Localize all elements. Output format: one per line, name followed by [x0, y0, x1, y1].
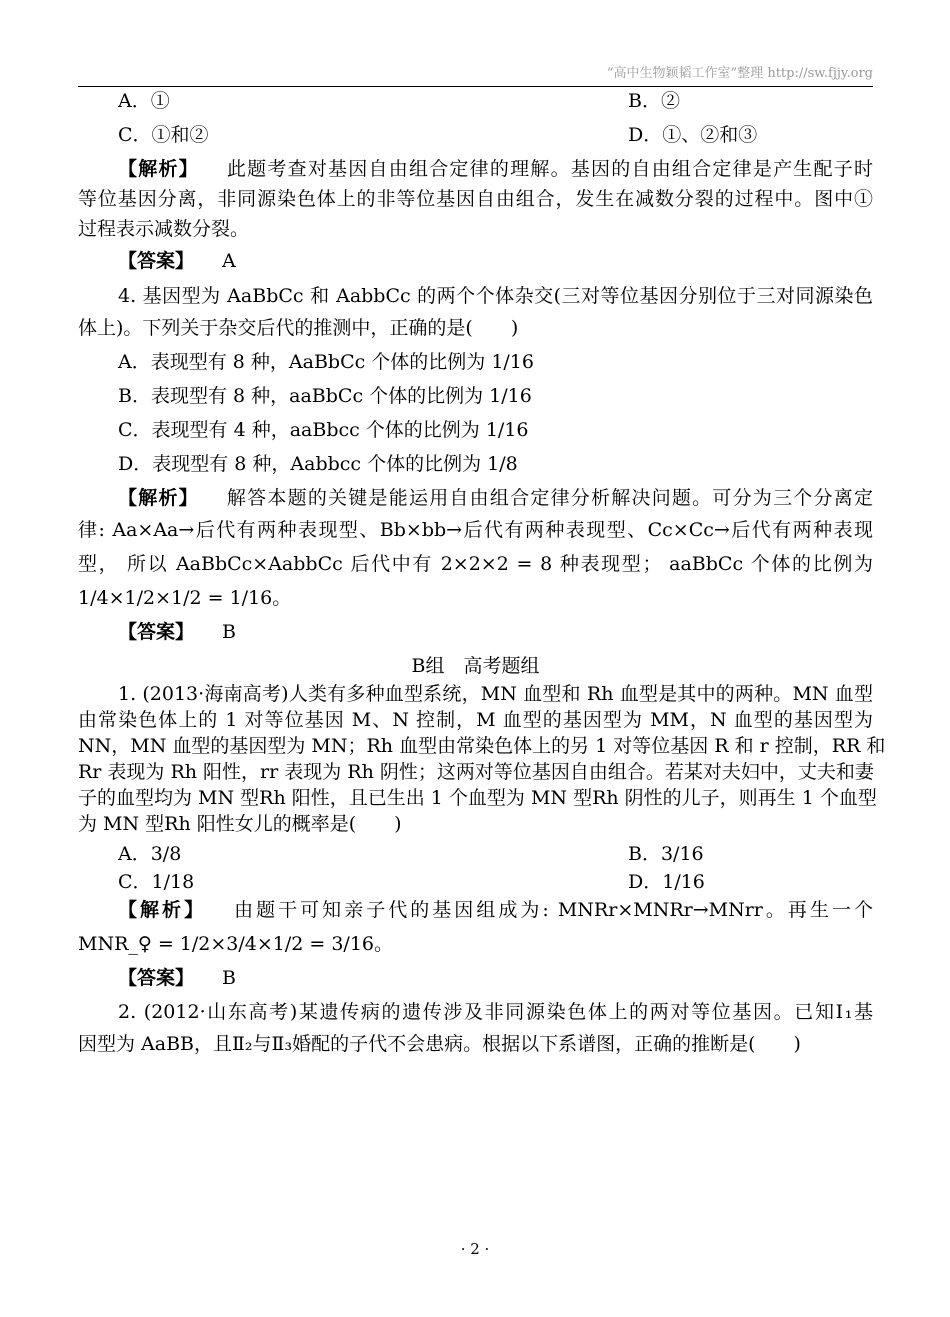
answer-value: B: [222, 967, 236, 989]
q3-answer: [118, 246, 873, 276]
b1-stem-line-5: 子的血型均为 MN 型Rh 阳性，且已生出 1 个血型为 MN 型Rh 阴性的儿子，则再生 1 个血型: [78, 787, 877, 809]
b1-option-b: B．3/16: [628, 843, 704, 865]
analysis-label: 【解析】: [118, 487, 199, 509]
b1-option-c: C．1/18: [118, 871, 195, 893]
q4-analysis-line-1: [118, 483, 873, 513]
header-text: “高中生物颖韬工作室”整理 http://sw.fjjy.org: [606, 66, 873, 81]
answer-label: 【答案】: [118, 967, 195, 989]
q3-analysis-line-2: 等位基因分离，非同源染色体上的非等位基因自由组合，发生在减数分裂的过程中。图中①: [78, 188, 873, 210]
q4-answer: [118, 617, 873, 647]
q3-option-d: D．①、②和③: [628, 124, 758, 146]
q3-option-c: C．①和②: [118, 124, 209, 146]
b1-stem-line-6: 为 MN 型Rh 阳性女儿的概率是( ): [78, 813, 402, 835]
q3-analysis-line-3: 过程表示减数分裂。: [78, 218, 250, 240]
page-header: [78, 62, 873, 87]
analysis-label: 【解析】: [118, 899, 207, 921]
q4-analysis-line-2: 律: Aa×Aa→后代有两种表现型、Bb×bb→后代有两种表现型、Cc×Cc→后代有两种表现: [78, 519, 873, 541]
b1-option-a: A．3/8: [118, 843, 182, 865]
page-number: · 2 ·: [460, 1240, 490, 1258]
answer-value: B: [222, 621, 236, 643]
analysis-text: 由题干可知亲子代的基因组成为: MNRr×MNRr→MNrr。再生一个: [234, 899, 873, 921]
b2-stem-line-1: 2. (2012·山东高考)某遗传病的遗传涉及非同源染色体上的两对等位基因。已知Ⅰ₁基: [118, 1001, 873, 1023]
q3-option-a: A．①: [118, 90, 170, 112]
b2-stem-line-2: 因型为 AaBB，且Ⅱ₂与Ⅱ₃婚配的子代不会患病。根据以下系谱图，正确的推断是( ): [78, 1033, 801, 1055]
q4-analysis-line-4: 1/4×1/2×1/2 = 1/16。: [78, 587, 292, 609]
section-title: B组 高考题组: [411, 655, 540, 677]
b1-stem-line-1: 1. (2013·海南高考)人类有多种血型系统，MN 血型和 Rh 血型是其中的两种。MN 血型: [118, 683, 873, 705]
q4-option-b: B．表现型有 8 种，aaBbCc 个体的比例为 1/16: [118, 385, 532, 407]
q3-option-b: B．②: [628, 90, 680, 112]
analysis-text: 此题考查对基因自由组合定律的理解。基因的自由组合定律是产生配子时: [226, 158, 873, 180]
analysis-label: 【解析】: [118, 158, 199, 180]
analysis-text: 解答本题的关键是能运用自由组合定律分析解决问题。可分为三个分离定: [226, 487, 873, 509]
q4-stem-line-2: 体上)。下列关于杂交后代的推测中，正确的是( ): [78, 317, 519, 339]
b1-analysis-line-2: MNR_♀ = 1/2×3/4×1/2 = 3/16。: [78, 933, 394, 955]
q4-option-d: D．表现型有 8 种，Aabbcc 个体的比例为 1/8: [118, 453, 518, 475]
q4-stem-line-1: 4. 基因型为 AaBbCc 和 AabbCc 的两个个体杂交(三对等位基因分别位于三对同源染色: [118, 285, 873, 307]
b1-option-d: D．1/16: [628, 871, 705, 893]
b1-analysis-line-1: [118, 895, 873, 925]
answer-value: A: [222, 250, 236, 272]
answer-label: 【答案】: [118, 250, 195, 272]
q4-analysis-line-3: 型， 所以 AaBbCc×AabbCc 后代中有 2×2×2 = 8 种表现型； aaBbCc 个体的比例为: [78, 553, 873, 575]
q4-option-c: C．表现型有 4 种，aaBbcc 个体的比例为 1/16: [118, 419, 529, 441]
q3-analysis-line-1: [118, 154, 873, 184]
answer-label: 【答案】: [118, 621, 195, 643]
b1-answer: [118, 963, 873, 993]
b1-stem-line-4: Rr 表现为 Rh 阳性，rr 表现为 Rh 阴性；这两对等位基因自由组合。若某对夫妇中，丈夫和妻: [78, 761, 874, 783]
b1-stem-line-2: 由常染色体上的 1 对等位基因 M、N 控制，M 血型的基因型为 MM，N 血型的基因型为: [78, 709, 873, 731]
b1-stem-line-3: NN，MN 血型的基因型为 MN；Rh 血型由常染色体上的另 1 对等位基因 R 和 r 控制，RR 和: [78, 735, 886, 757]
q4-option-a: A．表现型有 8 种，AaBbCc 个体的比例为 1/16: [118, 351, 534, 373]
